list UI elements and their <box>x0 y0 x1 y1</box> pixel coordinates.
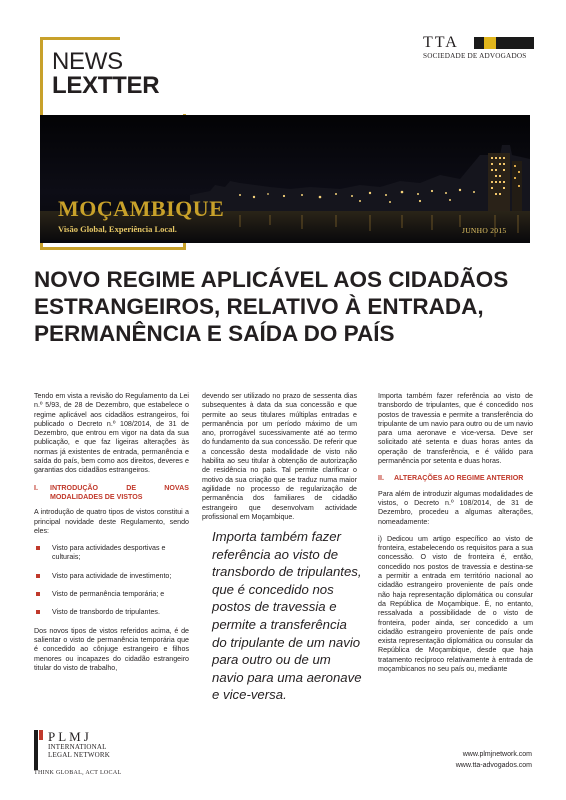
list-item: Visto para actividade de investimento; <box>34 572 189 581</box>
country-title: MOÇAMBIQUE <box>58 196 225 221</box>
issue-date: JUNHO 2015 <box>462 226 507 235</box>
plmj-network-line2: LEGAL NETWORK <box>48 751 111 759</box>
firm-logo-accent <box>484 37 496 49</box>
section-1-number: I. <box>34 483 38 492</box>
section-2-heading <box>378 474 533 483</box>
section-1-closing: Dos novos tipos de vistos referidos acima, é de salientar o visto de permanência temporária que é concedido ao cônjuge estrangeiro e filhos menores ou incapazes do cidadão estrangeiro titular do visto de trabalho, <box>34 626 189 672</box>
plmj-brand: PLMJ <box>48 729 92 744</box>
article-headline <box>34 266 534 347</box>
tta-website-link[interactable]: www.tta-advogados.com <box>455 762 532 769</box>
column-3-paragraph-1: Importa também fazer referência ao visto de transbordo de tripulantes, que é concedido nos postos de travessia e permite a transferência do tripulante de um navio para outro ou de um navio para uma aeronave e vice-versa. Deve ser solicitado até setenta e duas horas antes da operação de transferência, e é válido para permanência por setenta e duas horas. <box>378 392 533 466</box>
plmj-logo-bar <box>34 730 38 770</box>
plmj-logo-mark <box>34 730 44 770</box>
footer-links <box>456 749 532 771</box>
intro-paragraph: Tendo em vista a revisão do Regulamento da Lei n.º 5/93, de 28 de Dezembro, que estabelece o regime aplicável aos cidadãos estrangeiros, foi publicado o Decreto n.º 108/2014, de 31 de Dezembro, que entrou em vigor na data da sua publicação, e que faz ligeiras alterações às normas já existentes de entrada, permanência e saída do país, bem como aos direitos, deveres e garantias dos cidadãos estrangeiros. <box>34 392 189 475</box>
pull-quote: Importa também fazer referência ao visto de transbordo de tripulantes, que é concedido nos postos de travessia e permite a transferência do tripulante de um navio para outro ou de um navio para uma aeronave e vice-versa. <box>212 529 362 703</box>
plmj-logo-text <box>48 730 110 759</box>
newsletter-title-line2: LEXTTER <box>52 72 160 99</box>
section-1-intro: A introdução de quatro tipos de vistos constitui a principal novidade deste Regulamento, sendo eles: <box>34 508 189 535</box>
column-2 <box>202 392 357 530</box>
plmj-tagline: THINK GLOBAL, ACT LOCAL <box>34 770 122 776</box>
headline-line3: PERMANÊNCIA E SAÍDA DO PAÍS <box>34 321 395 346</box>
column-3-paragraph-2: Para além de introduzir algumas modalidades de vistos, o Decreto n.º 108/2014, de 31 de Dezembro, procedeu a algumas alterações, nomeadamente: <box>378 489 533 526</box>
list-item: Visto de transbordo de tripulantes. <box>34 608 189 617</box>
slogan: Visão Global, Experiência Local. <box>58 224 177 234</box>
section-1-title: INTRODUÇÃO DE NOVAS MODALIDADES DE VISTOS <box>50 483 189 501</box>
visa-types-list <box>34 544 189 617</box>
section-1-heading <box>34 484 189 503</box>
list-item: Visto para actividades desportivas e culturais; <box>34 544 189 563</box>
plmj-logo-accent <box>39 730 43 740</box>
firm-logo-text: TTA <box>423 34 459 51</box>
list-item: Visto de permanência temporária; e <box>34 590 189 599</box>
section-2-number: II. <box>378 474 384 483</box>
plmj-network-line1: INTERNATIONAL <box>48 743 107 751</box>
column-2-paragraph: devendo ser utilizado no prazo de sessenta dias subsequentes à data da sua concessão e que permite ao seus titulares múltiplas entradas e permanência por um período máximo de um ano, prorrogável sucessivamente até ao termo do fundamento da sua concessão. De referir que a concessão desta modalidade de visto não habilita ao seu titular à obtenção de autorização de residência no país. Tal permite clarificar o motivo da sua criação que se traduz numa maior agilidade no processo de regularização de permanência dos familiares de cidadão estrangeiro que desenvolvam actividade profissional em Moçambique. <box>202 392 357 521</box>
newsletter-title <box>52 50 159 98</box>
headline-line1: NOVO REGIME APLICÁVEL AOS CIDADÃOS <box>34 267 509 292</box>
plmj-website-link[interactable]: www.plmjnetwork.com <box>462 751 532 758</box>
firm-name: SOCIEDADE DE ADVOGADOS <box>423 52 527 60</box>
firm-logo-mark <box>474 37 534 49</box>
column-3 <box>378 392 533 682</box>
column-3-paragraph-3: i) Dedicou um artigo específico ao visto de fronteira, estabelecendo os requisitos para a sua concessão. O visto de fronteira é, então, concedido nos postos de travessia e destina-se a permitir a entrada em território nacional ao cidadão estrangeiro proveniente de país onde não haja representação diplomática ou consular da República de Moçambique. É, no entanto, ressalvada a possibilidade de o visto de fronteira, poder ainda, ser concedido a um cidadão estrangeiro proveniente de país onde exista representação diplomática ou consular da República de Moçambique, desde que haja tratamento recíproco relativamente à entrada de moçambicanos no seu país ou, mediante <box>378 534 533 674</box>
section-2-title: ALTERAÇÕES AO REGIME ANTERIOR <box>394 474 524 483</box>
column-1 <box>34 392 189 681</box>
newsletter-title-line1: NEWS <box>52 48 123 75</box>
headline-line2: ESTRANGEIROS, RELATIVO À ENTRADA, <box>34 294 484 319</box>
